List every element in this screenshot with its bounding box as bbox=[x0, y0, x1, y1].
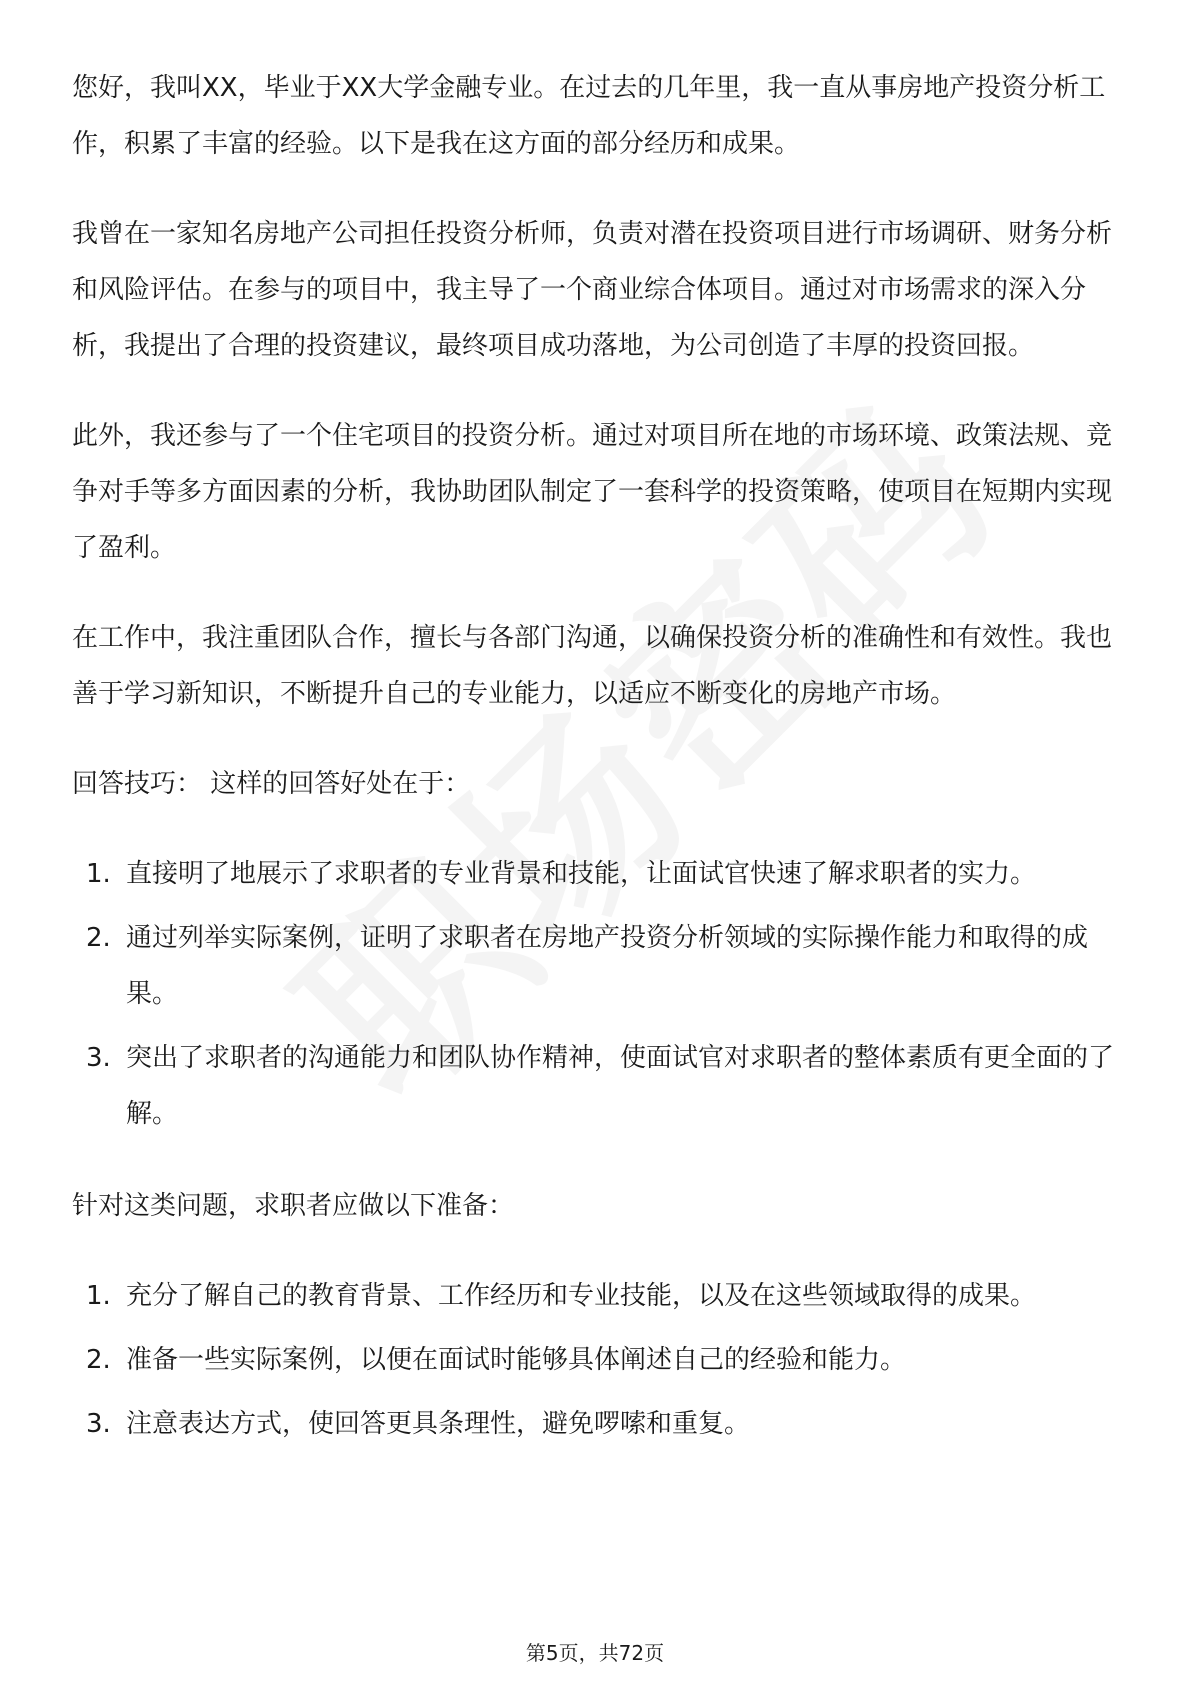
list-number: 1. bbox=[86, 1281, 111, 1311]
list-item bbox=[72, 1030, 1120, 1142]
tips-list bbox=[72, 846, 1120, 1142]
list-item-text: 突出了求职者的沟通能力和团队协作精神，使面试官对求职者的整体素质有更全面的了解。 bbox=[126, 1043, 1115, 1129]
list-item bbox=[72, 910, 1120, 1022]
tips-heading: 回答技巧： 这样的回答好处在于： bbox=[72, 769, 471, 799]
page-number-footer: 第5页，共72页 bbox=[525, 1641, 665, 1665]
list-item-text: 准备一些实际案例，以便在面试时能够具体阐述自己的经验和能力。 bbox=[126, 1345, 907, 1375]
list-number: 2. bbox=[86, 1345, 111, 1375]
document-body bbox=[72, 60, 1120, 1488]
list-item bbox=[72, 1396, 1120, 1452]
list-item bbox=[72, 846, 1120, 902]
list-item-text: 充分了解自己的教育背景、工作经历和专业技能，以及在这些领域取得的成果。 bbox=[126, 1281, 1037, 1311]
list-number: 1. bbox=[86, 859, 111, 889]
list-number: 2. bbox=[86, 923, 111, 953]
list-item-text: 注意表达方式，使回答更具条理性，避免啰嗦和重复。 bbox=[126, 1409, 751, 1439]
list-item bbox=[72, 1332, 1120, 1388]
prep-list bbox=[72, 1268, 1120, 1452]
prep-heading: 针对这类问题，求职者应做以下准备： bbox=[72, 1191, 515, 1221]
paragraph-commercial-project: 我曾在一家知名房地产公司担任投资分析师，负责对潜在投资项目进行市场调研、财务分析和风险评估。在参与的项目中，我主导了一个商业综合体项目。通过对市场需求的深入分析，我提出了合理的投资建议，最终项目成功落地，为公司创造了丰厚的投资回报。 bbox=[72, 219, 1113, 361]
paragraph-teamwork: 在工作中，我注重团队合作，擅长与各部门沟通，以确保投资分析的准确性和有效性。我也善于学习新知识，不断提升自己的专业能力，以适应不断变化的房地产市场。 bbox=[72, 623, 1113, 709]
list-item bbox=[72, 1268, 1120, 1324]
list-number: 3. bbox=[86, 1409, 111, 1439]
paragraph-intro: 您好，我叫XX，毕业于XX大学金融专业。在过去的几年里，我一直从事房地产投资分析工作，积累了丰富的经验。以下是我在这方面的部分经历和成果。 bbox=[72, 73, 1106, 159]
list-item-text: 直接明了地展示了求职者的专业背景和技能，让面试官快速了解求职者的实力。 bbox=[126, 859, 1037, 889]
list-item-text: 通过列举实际案例，证明了求职者在房地产投资分析领域的实际操作能力和取得的成果。 bbox=[126, 923, 1089, 1009]
list-number: 3. bbox=[86, 1043, 111, 1073]
paragraph-residential-project: 此外，我还参与了一个住宅项目的投资分析。通过对项目所在地的市场环境、政策法规、竞争对手等多方面因素的分析，我协助团队制定了一套科学的投资策略，使项目在短期内实现了盈利。 bbox=[72, 421, 1113, 563]
